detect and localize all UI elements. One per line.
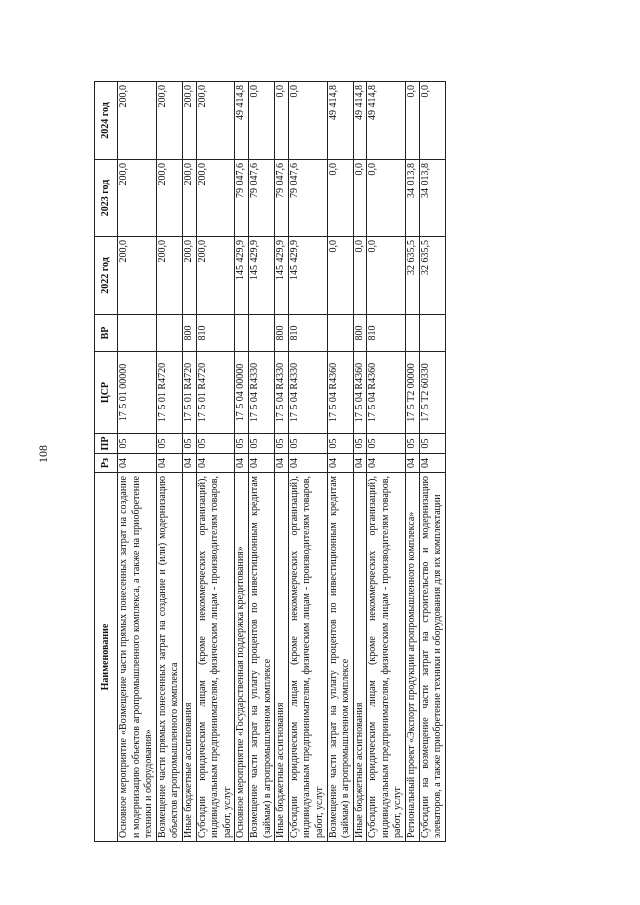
row-2024: 49 414,8 — [235, 82, 249, 160]
row-2023: 0,0 — [327, 160, 353, 237]
table-row — [235, 82, 249, 842]
row-2024: 0,0 — [419, 82, 445, 160]
row-2024: 200,0 — [182, 82, 196, 160]
row-2022: 200,0 — [196, 237, 235, 315]
row-pr: 05 — [182, 434, 196, 454]
row-2022: 0,0 — [353, 237, 367, 315]
row-2023: 0,0 — [353, 160, 367, 237]
table-row — [367, 82, 406, 842]
row-vr: 810 — [288, 315, 327, 352]
row-2024: 200,0 — [118, 82, 157, 160]
header-2024: 2024 год — [95, 82, 118, 160]
row-rz: 04 — [353, 454, 367, 473]
row-pr: 05 — [406, 434, 420, 454]
row-vr: 800 — [353, 315, 367, 352]
row-pr: 05 — [156, 434, 182, 454]
row-vr — [419, 315, 445, 352]
row-2022: 32 635,5 — [406, 237, 420, 315]
row-name: Субсидии юридическим лицам (кроме некоммерческих организаций), индивидуальным предпринимателям, физическим лицам - производителям товаров, работ, услуг — [288, 473, 327, 842]
table-row — [419, 82, 445, 842]
row-2024: 200,0 — [196, 82, 235, 160]
row-2023: 79 047,6 — [275, 160, 289, 237]
row-2024: 0,0 — [288, 82, 327, 160]
row-2023: 79 047,6 — [288, 160, 327, 237]
table-row — [327, 82, 353, 842]
row-csr: 17 5 01 R4720 — [196, 352, 235, 434]
row-2023: 79 047,6 — [235, 160, 249, 237]
row-csr: 17 5 04 R4330 — [248, 352, 274, 434]
row-2023: 34 013,8 — [406, 160, 420, 237]
row-2022: 32 635,5 — [419, 237, 445, 315]
row-name: Возмещение части затрат на уплату процентов по инвестиционным кредитам (займам) в агропромышленном комплексе — [248, 473, 274, 842]
row-rz: 04 — [275, 454, 289, 473]
table-body — [118, 82, 446, 842]
table-row — [353, 82, 367, 842]
row-pr: 05 — [367, 434, 406, 454]
row-2022: 145 429,9 — [248, 237, 274, 315]
row-2024: 0,0 — [248, 82, 274, 160]
budget-table — [94, 81, 446, 842]
row-rz: 04 — [367, 454, 406, 473]
row-name: Основное мероприятие «Государственная поддержка кредитования» — [235, 473, 249, 842]
row-2023: 200,0 — [182, 160, 196, 237]
row-vr — [327, 315, 353, 352]
row-vr: 810 — [196, 315, 235, 352]
row-csr: 17 5 04 R4360 — [367, 352, 406, 434]
row-2022: 200,0 — [182, 237, 196, 315]
table-row — [288, 82, 327, 842]
row-csr: 17 5 04 R4360 — [353, 352, 367, 434]
header-name: Наименование — [95, 473, 118, 842]
row-2023: 0,0 — [367, 160, 406, 237]
row-pr: 05 — [235, 434, 249, 454]
row-2024: 49 414,8 — [327, 82, 353, 160]
row-2023: 200,0 — [118, 160, 157, 237]
row-rz: 04 — [406, 454, 420, 473]
row-pr: 05 — [248, 434, 274, 454]
header-pr: ПР — [95, 434, 118, 454]
row-pr: 05 — [118, 434, 157, 454]
row-name: Субсидии юридическим лицам (кроме некоммерческих организаций), индивидуальным предпринимателям, физическим лицам - производителям товаров, работ, услуг — [196, 473, 235, 842]
row-2023: 34 013,8 — [419, 160, 445, 237]
row-csr: 17 5 T2 60330 — [419, 352, 445, 434]
row-pr: 05 — [419, 434, 445, 454]
table-row — [275, 82, 289, 842]
row-rz: 04 — [196, 454, 235, 473]
row-2023: 200,0 — [156, 160, 182, 237]
row-rz: 04 — [288, 454, 327, 473]
row-name: Субсидии на возмещение части затрат на строительство и модернизацию элеваторов, а также приобретение техники и оборудования для их комплектации — [419, 473, 445, 842]
row-2022: 0,0 — [367, 237, 406, 315]
row-rz: 04 — [156, 454, 182, 473]
table-row — [156, 82, 182, 842]
row-2024: 49 414,8 — [367, 82, 406, 160]
row-csr: 17 5 01 R4720 — [182, 352, 196, 434]
row-rz: 04 — [118, 454, 157, 473]
row-vr: 800 — [182, 315, 196, 352]
row-name: Иные бюджетные ассигнования — [353, 473, 367, 842]
row-vr — [235, 315, 249, 352]
header-vr: ВР — [95, 315, 118, 352]
row-name: Возмещение части затрат на уплату процентов по инвестиционным кредитам (займам) в агропромышленном комплексе — [327, 473, 353, 842]
table-row — [118, 82, 157, 842]
row-rz: 04 — [235, 454, 249, 473]
row-csr: 17 5 04 R4360 — [327, 352, 353, 434]
row-pr: 05 — [353, 434, 367, 454]
row-csr: 17 5 04 00000 — [235, 352, 249, 434]
row-2022: 200,0 — [118, 237, 157, 315]
row-rz: 04 — [419, 454, 445, 473]
table-row — [196, 82, 235, 842]
row-csr: 17 5 T2 00000 — [406, 352, 420, 434]
rotated-table-container — [94, 82, 637, 842]
row-vr — [156, 315, 182, 352]
row-pr: 05 — [327, 434, 353, 454]
row-name: Возмещение части прямых понесенных затрат на создание и (или) модернизацию объектов агропромышленного комплекса — [156, 473, 182, 842]
row-2024: 200,0 — [156, 82, 182, 160]
table-row — [406, 82, 420, 842]
row-csr: 17 5 04 R4330 — [288, 352, 327, 434]
row-rz: 04 — [327, 454, 353, 473]
page-number: 108 — [36, 445, 50, 463]
row-name: Субсидии юридическим лицам (кроме некоммерческих организаций), индивидуальным предпринимателям, физическим лицам - производителям товаров, работ, услуг — [367, 473, 406, 842]
row-2024: 0,0 — [406, 82, 420, 160]
header-csr: ЦСР — [95, 352, 118, 434]
row-2022: 145 429,9 — [288, 237, 327, 315]
row-csr: 17 5 01 R4720 — [156, 352, 182, 434]
row-name: Иные бюджетные ассигнования — [182, 473, 196, 842]
row-2022: 0,0 — [327, 237, 353, 315]
row-name: Основное мероприятие «Возмещение части прямых понесенных затрат на создание и модернизацию объектов агропромышленного комплекса, а также на приобретение техники и оборудования» — [118, 473, 157, 842]
row-name: Иные бюджетные ассигнования — [275, 473, 289, 842]
row-vr — [248, 315, 274, 352]
row-2022: 145 429,9 — [275, 237, 289, 315]
table-row — [248, 82, 274, 842]
row-vr — [406, 315, 420, 352]
row-pr: 05 — [275, 434, 289, 454]
table-header-row — [95, 82, 118, 842]
row-2024: 0,0 — [275, 82, 289, 160]
table-row — [182, 82, 196, 842]
row-vr: 800 — [275, 315, 289, 352]
row-vr — [118, 315, 157, 352]
row-pr: 05 — [196, 434, 235, 454]
row-2022: 145 429,9 — [235, 237, 249, 315]
row-pr: 05 — [288, 434, 327, 454]
header-2022: 2022 год — [95, 237, 118, 315]
row-2023: 79 047,6 — [248, 160, 274, 237]
header-rz: Рз — [95, 454, 118, 473]
row-name: Региональный проект «Экспорт продукции агропромышленного комплекса» — [406, 473, 420, 842]
row-rz: 04 — [248, 454, 274, 473]
header-2023: 2023 год — [95, 160, 118, 237]
row-csr: 17 5 04 R4330 — [275, 352, 289, 434]
row-rz: 04 — [182, 454, 196, 473]
row-2023: 200,0 — [196, 160, 235, 237]
row-csr: 17 5 01 00000 — [118, 352, 157, 434]
row-2024: 49 414,8 — [353, 82, 367, 160]
row-vr: 810 — [367, 315, 406, 352]
row-2022: 200,0 — [156, 237, 182, 315]
